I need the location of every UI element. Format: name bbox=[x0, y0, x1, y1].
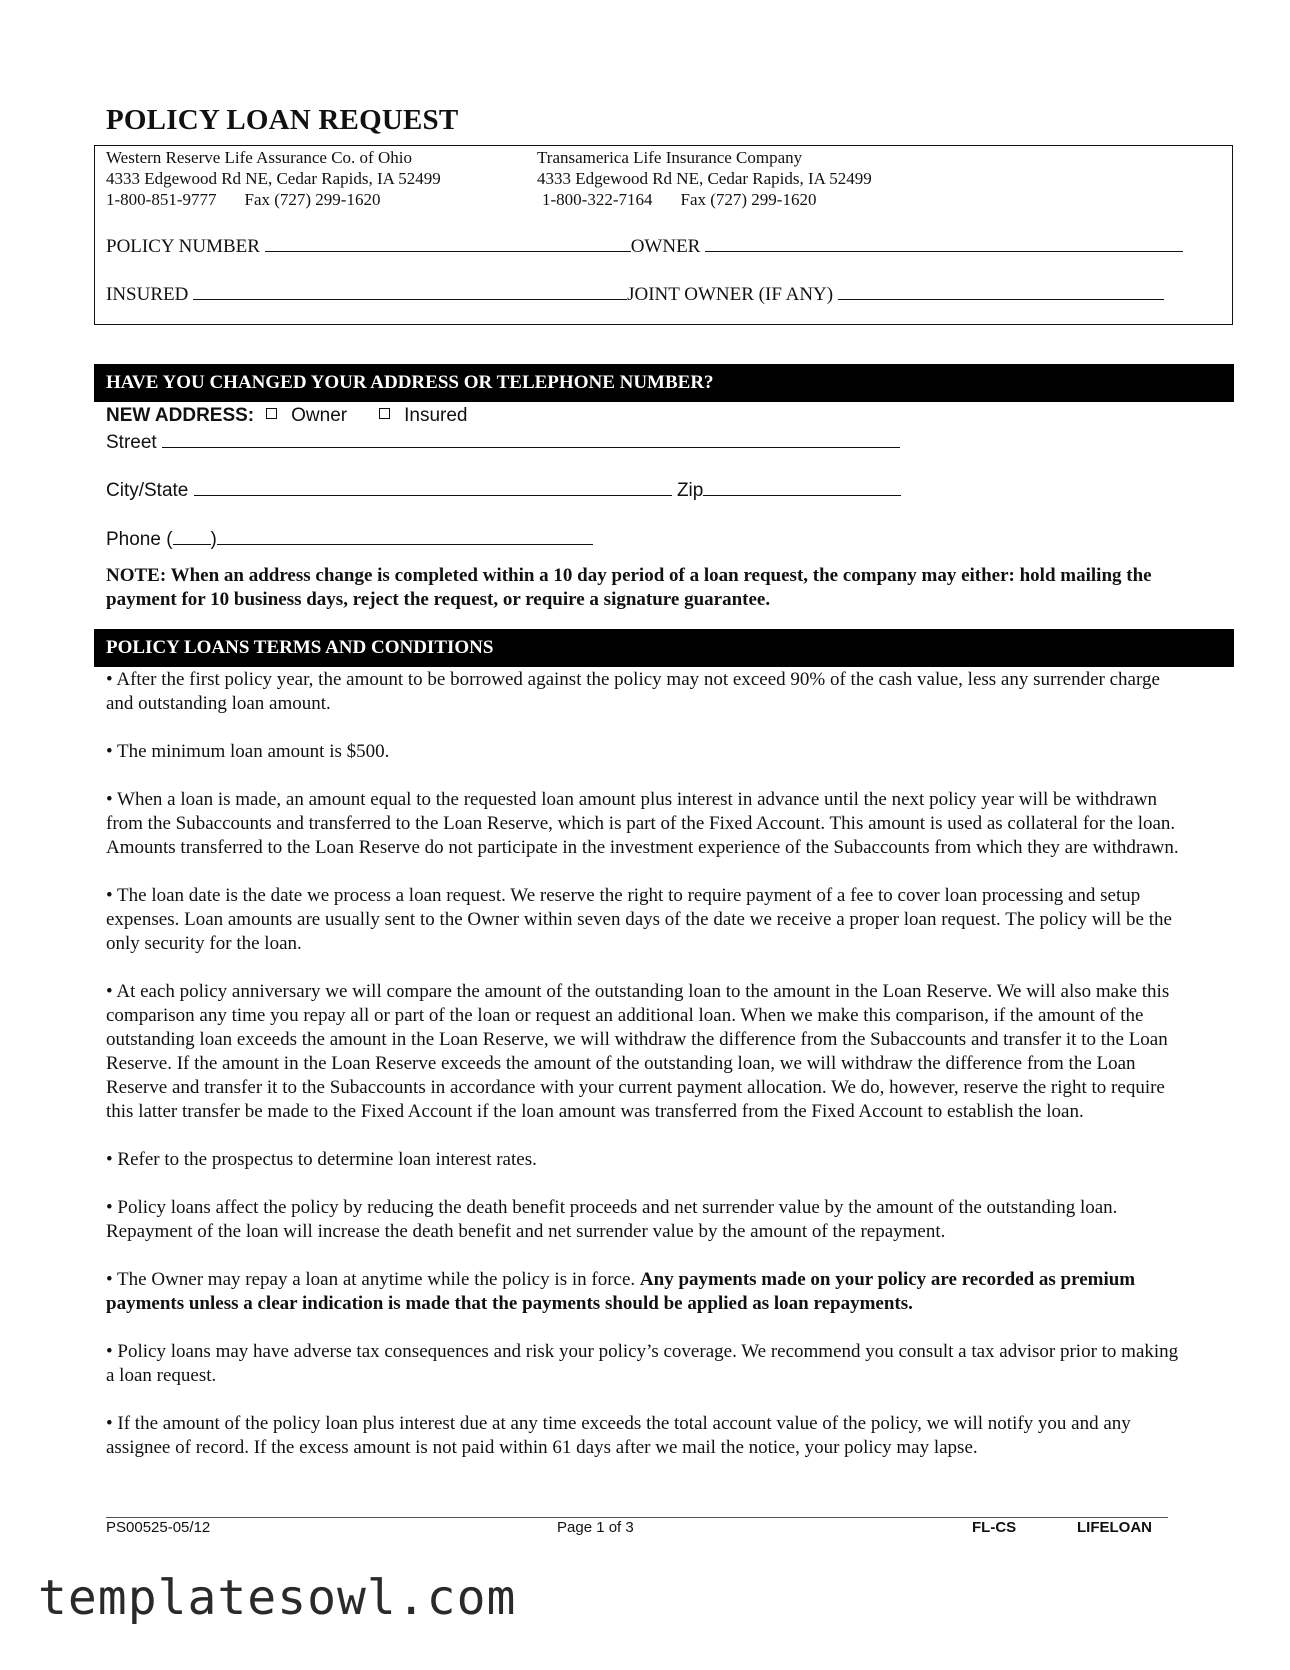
owner-checkbox[interactable] bbox=[266, 408, 277, 419]
terms-item: • Policy loans may have adverse tax consequences and risk your policy’s coverage. We recommend you consult a tax advisor prior to making a loan request. bbox=[106, 1341, 1179, 1386]
street-label: Street bbox=[106, 432, 157, 453]
terms-item: • The loan date is the date we process a loan request. We reserve the right to require payment of a fee to cover loan processing and setup expenses. Loan amounts are usually sent to the Owner within seven days of the date we receive a proper loan request. The policy will be the only security for the loan. bbox=[106, 885, 1172, 954]
owner-field[interactable] bbox=[705, 234, 1183, 252]
city-state-field[interactable] bbox=[194, 478, 672, 496]
company-1-block bbox=[106, 147, 441, 210]
owner-label: OWNER bbox=[630, 236, 701, 257]
terms-list bbox=[106, 668, 1181, 1484]
insured-field[interactable] bbox=[193, 282, 627, 300]
company-2-phone: 1-800-322-7164 bbox=[542, 190, 653, 209]
company-1-phone: 1-800-851-9777 bbox=[106, 190, 217, 209]
terms-item: • If the amount of the policy loan plus interest due at any time exceeds the total account value of the policy, we will notify you and any assignee of record. If the excess amount is not paid within 61 days after we mail the notice, your policy may lapse. bbox=[106, 1413, 1131, 1458]
footer-code-2: LIFELOAN bbox=[1077, 1519, 1152, 1536]
phone-label: Phone ( bbox=[106, 529, 173, 550]
policy-number-field[interactable] bbox=[265, 234, 631, 252]
new-address-row bbox=[106, 405, 467, 427]
phone-field[interactable] bbox=[217, 527, 593, 545]
terms-section-header: POLICY LOANS TERMS AND CONDITIONS bbox=[94, 629, 1234, 667]
street-field[interactable] bbox=[162, 430, 900, 448]
zip-label: Zip bbox=[676, 480, 704, 501]
company-2-address: 4333 Edgewood Rd NE, Cedar Rapids, IA 52499 bbox=[537, 169, 872, 188]
phone-close-paren: ) bbox=[210, 529, 217, 550]
company-2-block bbox=[537, 147, 872, 210]
new-address-label: NEW ADDRESS: bbox=[106, 405, 255, 426]
zip-field[interactable] bbox=[703, 478, 901, 496]
footer-form-id: PS00525-05/12 bbox=[106, 1519, 211, 1536]
city-state-label: City/State bbox=[106, 480, 189, 501]
insured-label: INSURED bbox=[106, 284, 189, 305]
company-2-fax: Fax (727) 299-1620 bbox=[680, 190, 817, 209]
insured-row bbox=[106, 282, 1164, 306]
joint-owner-label: JOINT OWNER (IF ANY) bbox=[627, 284, 834, 305]
company-1-address: 4333 Edgewood Rd NE, Cedar Rapids, IA 52499 bbox=[106, 169, 441, 188]
address-change-note: NOTE: When an address change is completed within a 10 day period of a loan request, the company may either: hold mailing the payment for 10 business days, reject the request, or require a signature guarantee. bbox=[106, 565, 1152, 610]
policy-number-row bbox=[106, 234, 1183, 258]
area-code-field[interactable] bbox=[173, 527, 211, 545]
city-state-row bbox=[106, 478, 901, 502]
terms-item: • The minimum loan amount is $500. bbox=[106, 741, 390, 762]
form-title: POLICY LOAN REQUEST bbox=[106, 104, 459, 136]
terms-item: • At each policy anniversary we will compare the amount of the outstanding loan to the amount in the Loan Reserve. We will also make this comparison any time you repay all or part of the loan or request an additional loan. When we make this comparison, if the amount of the outstanding loan exceeds the amount in the Loan Reserve, we will withdraw the difference from the Subaccounts and transfer it to the Loan Reserve. If the amount in the Loan Reserve exceeds the amount of the outstanding loan, we will withdraw the difference from the Loan Reserve and transfer it to the Subaccounts in accordance with your current payment allocation. We do, however, reserve the right to require this latter transfer be made to the Fixed Account if the loan amount was transferred from the Fixed Account to establish the loan. bbox=[106, 981, 1170, 1122]
repay-bold-text: Any payments made on your policy are recorded as premium payments unless a clear indication is made that the payments should be applied as loan repayments. bbox=[106, 1269, 1136, 1314]
address-section-header: HAVE YOU CHANGED YOUR ADDRESS OR TELEPHONE NUMBER? bbox=[94, 364, 1234, 402]
footer-page-number: Page 1 of 3 bbox=[557, 1519, 634, 1536]
company-1-fax: Fax (727) 299-1620 bbox=[244, 190, 381, 209]
terms-item: • Policy loans affect the policy by reducing the death benefit proceeds and net surrender value by the amount of the outstanding loan. Repayment of the loan will increase the death benefit and net surrender value by the amount of the repayment. bbox=[106, 1197, 1118, 1242]
terms-item-repay bbox=[106, 1268, 1181, 1316]
policy-number-label: POLICY NUMBER bbox=[106, 236, 260, 257]
phone-row bbox=[106, 527, 593, 551]
terms-item: • After the first policy year, the amount to be borrowed against the policy may not exceed 90% of the cash value, less any surrender charge and outstanding loan amount. bbox=[106, 669, 1160, 714]
joint-owner-field[interactable] bbox=[838, 282, 1164, 300]
footer-divider bbox=[106, 1517, 1168, 1518]
watermark-logo: templatesowl.com bbox=[38, 1570, 517, 1626]
company-1-name: Western Reserve Life Assurance Co. of Ohio bbox=[106, 148, 412, 167]
company-2-name: Transamerica Life Insurance Company bbox=[537, 148, 803, 167]
owner-option-label: Owner bbox=[291, 405, 348, 426]
street-row bbox=[106, 430, 900, 454]
insured-option-label: Insured bbox=[404, 405, 468, 426]
repay-text: • The Owner may repay a loan at anytime while the policy is in force. bbox=[106, 1269, 640, 1290]
insured-checkbox[interactable] bbox=[379, 408, 390, 419]
terms-item: • Refer to the prospectus to determine loan interest rates. bbox=[106, 1149, 537, 1170]
terms-item: • When a loan is made, an amount equal to the requested loan amount plus interest in advance until the next policy year will be withdrawn from the Subaccounts and transferred to the Loan Reserve, which is part of the Fixed Account. This amount is used as collateral for the loan. Amounts transferred to the Loan Reserve do not participate in the investment experience of the Subaccounts from which they are withdrawn. bbox=[106, 789, 1179, 858]
footer-code-1: FL-CS bbox=[972, 1519, 1017, 1536]
